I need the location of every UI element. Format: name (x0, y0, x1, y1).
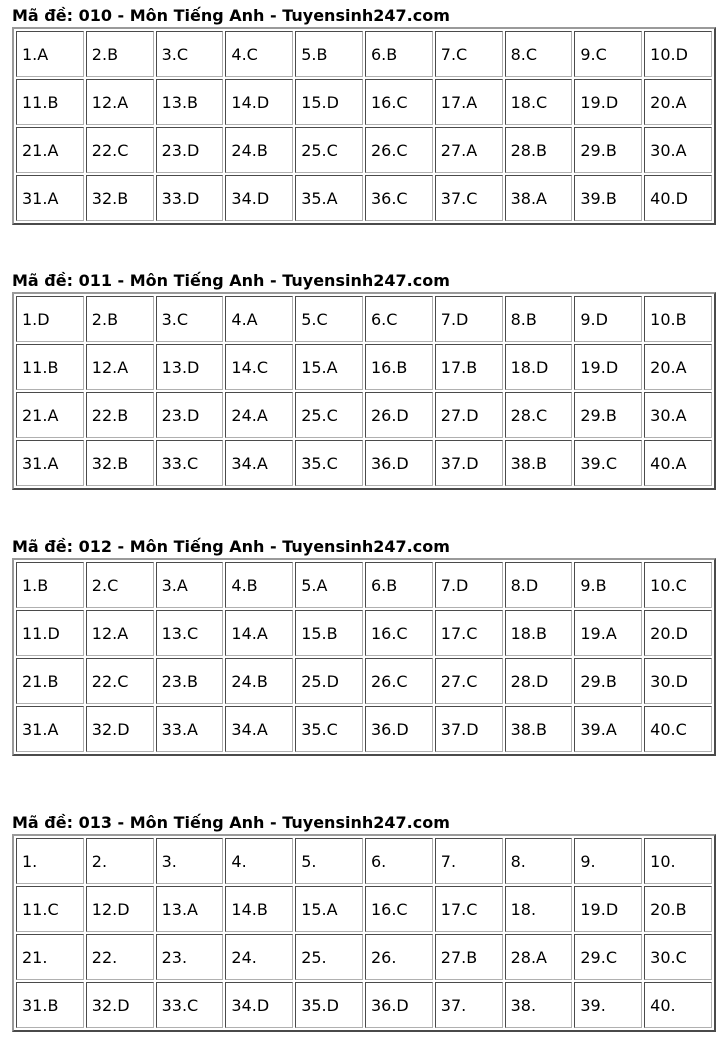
answer-cell: 38.B (505, 440, 573, 486)
answer-cell: 2. (86, 838, 154, 884)
answer-cell: 4.C (225, 31, 293, 77)
exam-title: Mã đề: 012 - Môn Tiếng Anh - Tuyensinh247.com (12, 537, 450, 556)
answer-cell: 34.A (225, 440, 293, 486)
answer-cell: 20.A (644, 79, 712, 125)
answer-cell: 8.C (505, 31, 573, 77)
answer-cell: 18.C (505, 79, 573, 125)
table-row (16, 175, 712, 221)
answer-cell: 37.D (435, 440, 503, 486)
answer-cell: 19.A (574, 610, 642, 656)
answer-cell: 11.D (16, 610, 84, 656)
answer-cell: 19.D (574, 344, 642, 390)
answer-cell: 40.D (644, 175, 712, 221)
answer-cell: 19.D (574, 886, 642, 932)
table-row (16, 886, 712, 932)
answer-cell: 32.B (86, 175, 154, 221)
answer-cell: 31.A (16, 440, 84, 486)
exam-block-011 (12, 270, 716, 490)
answer-table (12, 27, 716, 225)
answer-cell: 9.B (574, 562, 642, 608)
answer-cell: 25.C (295, 127, 363, 173)
table-row (16, 838, 712, 884)
answer-cell: 29.B (574, 392, 642, 438)
answer-cell: 24. (225, 934, 293, 980)
answer-cell: 20.A (644, 344, 712, 390)
exam-block-013 (12, 812, 716, 1032)
answer-cell: 38. (505, 982, 573, 1028)
answer-cell: 40.A (644, 440, 712, 486)
answer-cell: 23.D (156, 127, 224, 173)
answer-cell: 17.B (435, 344, 503, 390)
answer-cell: 1.B (16, 562, 84, 608)
table-row (16, 934, 712, 980)
answer-cell: 1. (16, 838, 84, 884)
answer-cell: 14.D (225, 79, 293, 125)
answer-cell: 12.A (86, 610, 154, 656)
answer-cell: 16.C (365, 886, 433, 932)
answer-cell: 30.A (644, 392, 712, 438)
answer-cell: 20.D (644, 610, 712, 656)
answer-cell: 10.D (644, 31, 712, 77)
answer-cell: 18. (505, 886, 573, 932)
answer-cell: 38.A (505, 175, 573, 221)
answer-cell: 24.B (225, 658, 293, 704)
answer-cell: 3.C (156, 296, 224, 342)
answer-cell: 19.D (574, 79, 642, 125)
answer-cell: 22. (86, 934, 154, 980)
answer-cell: 35.C (295, 440, 363, 486)
table-row (16, 658, 712, 704)
answer-cell: 36.D (365, 982, 433, 1028)
answer-cell: 20.B (644, 886, 712, 932)
answer-cell: 23. (156, 934, 224, 980)
answer-cell: 16.C (365, 79, 433, 125)
answer-cell: 28.A (505, 934, 573, 980)
answer-cell: 7. (435, 838, 503, 884)
answer-cell: 11.B (16, 79, 84, 125)
answer-cell: 4.A (225, 296, 293, 342)
answer-cell: 14.C (225, 344, 293, 390)
answer-cell: 40.C (644, 706, 712, 752)
answer-cell: 39.C (574, 440, 642, 486)
answer-cell: 22.C (86, 127, 154, 173)
answer-cell: 33.C (156, 440, 224, 486)
answer-cell: 25.D (295, 658, 363, 704)
answer-cell: 15.A (295, 886, 363, 932)
answer-cell: 13.C (156, 610, 224, 656)
answer-cell: 31.A (16, 175, 84, 221)
answer-cell: 30.D (644, 658, 712, 704)
answer-cell: 26. (365, 934, 433, 980)
answer-cell: 27.D (435, 392, 503, 438)
answer-cell: 36.D (365, 706, 433, 752)
answer-cell: 10. (644, 838, 712, 884)
exam-title: Mã đề: 010 - Môn Tiếng Anh - Tuyensinh247.com (12, 6, 450, 25)
answer-cell: 1.D (16, 296, 84, 342)
answer-cell: 21.A (16, 392, 84, 438)
answer-cell: 30.A (644, 127, 712, 173)
answer-cell: 28.D (505, 658, 573, 704)
answer-cell: 17.C (435, 610, 503, 656)
answer-cell: 14.A (225, 610, 293, 656)
answer-cell: 34.D (225, 175, 293, 221)
answer-cell: 29.B (574, 127, 642, 173)
answer-cell: 35.D (295, 982, 363, 1028)
answer-cell: 16.B (365, 344, 433, 390)
answer-cell: 32.D (86, 706, 154, 752)
answer-cell: 2.B (86, 296, 154, 342)
answer-cell: 35.C (295, 706, 363, 752)
table-row (16, 982, 712, 1028)
answer-cell: 34.A (225, 706, 293, 752)
answer-cell: 9.D (574, 296, 642, 342)
answer-cell: 39.A (574, 706, 642, 752)
answer-cell: 9.C (574, 31, 642, 77)
answer-cell: 17.A (435, 79, 503, 125)
answer-cell: 32.B (86, 440, 154, 486)
answer-cell: 6.B (365, 562, 433, 608)
table-row (16, 127, 712, 173)
answer-cell: 21. (16, 934, 84, 980)
answer-cell: 8.D (505, 562, 573, 608)
answer-cell: 21.B (16, 658, 84, 704)
answer-cell: 7.C (435, 31, 503, 77)
answer-cell: 5.C (295, 296, 363, 342)
answer-cell: 7.D (435, 562, 503, 608)
table-row (16, 31, 712, 77)
answer-cell: 13.B (156, 79, 224, 125)
table-row (16, 610, 712, 656)
answer-cell: 10.B (644, 296, 712, 342)
answer-table (12, 834, 716, 1032)
answer-cell: 25. (295, 934, 363, 980)
answer-cell: 10.C (644, 562, 712, 608)
table-row (16, 392, 712, 438)
answer-cell: 37. (435, 982, 503, 1028)
answer-cell: 6.C (365, 296, 433, 342)
answer-cell: 1.A (16, 31, 84, 77)
exam-title: Mã đề: 013 - Môn Tiếng Anh - Tuyensinh247.com (12, 813, 450, 832)
answer-cell: 12.A (86, 79, 154, 125)
answer-cell: 26.C (365, 658, 433, 704)
answer-cell: 3.C (156, 31, 224, 77)
exam-block-010 (12, 5, 716, 225)
table-row (16, 79, 712, 125)
answer-cell: 11.C (16, 886, 84, 932)
answer-cell: 36.D (365, 440, 433, 486)
answer-cell: 37.D (435, 706, 503, 752)
answer-cell: 28.B (505, 127, 573, 173)
answer-cell: 14.B (225, 886, 293, 932)
answer-cell: 15.B (295, 610, 363, 656)
answer-cell: 22.B (86, 392, 154, 438)
answer-cell: 5.B (295, 31, 363, 77)
answer-cell: 12.D (86, 886, 154, 932)
answer-cell: 39. (574, 982, 642, 1028)
answer-cell: 27.A (435, 127, 503, 173)
answer-cell: 2.C (86, 562, 154, 608)
answer-table (12, 292, 716, 490)
answer-cell: 22.C (86, 658, 154, 704)
answer-cell: 40. (644, 982, 712, 1028)
answer-cell: 4. (225, 838, 293, 884)
exam-block-012 (12, 536, 716, 756)
answer-cell: 3.A (156, 562, 224, 608)
answer-cell: 18.B (505, 610, 573, 656)
answer-cell: 21.A (16, 127, 84, 173)
answer-cell: 38.B (505, 706, 573, 752)
answer-cell: 18.D (505, 344, 573, 390)
answer-cell: 39.B (574, 175, 642, 221)
answer-cell: 31.B (16, 982, 84, 1028)
answer-cell: 3. (156, 838, 224, 884)
answer-table (12, 558, 716, 756)
answer-cell: 6. (365, 838, 433, 884)
answer-cell: 30.C (644, 934, 712, 980)
answer-cell: 13.A (156, 886, 224, 932)
answer-cell: 28.C (505, 392, 573, 438)
answer-cell: 33.A (156, 706, 224, 752)
answer-cell: 23.D (156, 392, 224, 438)
answer-cell: 25.C (295, 392, 363, 438)
answer-cell: 26.D (365, 392, 433, 438)
table-row (16, 440, 712, 486)
table-row (16, 706, 712, 752)
answer-cell: 5. (295, 838, 363, 884)
exam-title: Mã đề: 011 - Môn Tiếng Anh - Tuyensinh247.com (12, 271, 450, 290)
answer-cell: 26.C (365, 127, 433, 173)
answer-cell: 8.B (505, 296, 573, 342)
answer-cell: 15.D (295, 79, 363, 125)
answer-cell: 29.C (574, 934, 642, 980)
answer-cell: 23.B (156, 658, 224, 704)
answer-cell: 24.B (225, 127, 293, 173)
answer-cell: 29.B (574, 658, 642, 704)
answer-cell: 27.C (435, 658, 503, 704)
answer-cell: 36.C (365, 175, 433, 221)
answer-cell: 5.A (295, 562, 363, 608)
answer-cell: 34.D (225, 982, 293, 1028)
answer-cell: 15.A (295, 344, 363, 390)
answer-cell: 4.B (225, 562, 293, 608)
answer-cell: 16.C (365, 610, 433, 656)
answer-cell: 2.B (86, 31, 154, 77)
answer-cell: 27.B (435, 934, 503, 980)
answer-cell: 13.D (156, 344, 224, 390)
answer-cell: 32.D (86, 982, 154, 1028)
answer-cell: 24.A (225, 392, 293, 438)
answer-cell: 12.A (86, 344, 154, 390)
answer-cell: 11.B (16, 344, 84, 390)
answer-cell: 17.C (435, 886, 503, 932)
answer-cell: 9. (574, 838, 642, 884)
answer-cell: 31.A (16, 706, 84, 752)
answer-cell: 6.B (365, 31, 433, 77)
answer-cell: 37.C (435, 175, 503, 221)
table-row (16, 562, 712, 608)
answer-cell: 8. (505, 838, 573, 884)
answer-cell: 33.D (156, 175, 224, 221)
answer-cell: 35.A (295, 175, 363, 221)
table-row (16, 296, 712, 342)
answer-cell: 7.D (435, 296, 503, 342)
answer-cell: 33.C (156, 982, 224, 1028)
table-row (16, 344, 712, 390)
